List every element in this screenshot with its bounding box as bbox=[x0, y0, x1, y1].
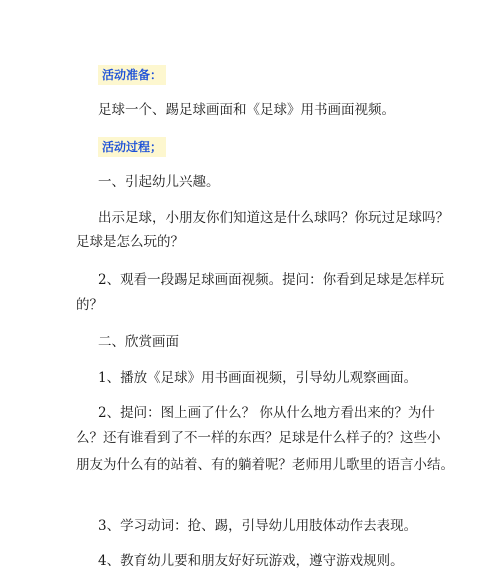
heading-preparation: 活动准备： bbox=[98, 65, 166, 85]
paragraph-s2-item2-line2: 么？还有谁看到了不一样的东西？足球是什么样子的？这些小 bbox=[76, 430, 441, 446]
paragraph-step1: 一、引起幼儿兴趣。 bbox=[98, 174, 220, 190]
section-heading-appreciate: 二、欣赏画面 bbox=[98, 334, 179, 350]
paragraph-step2-line2: 的？ bbox=[76, 297, 103, 313]
paragraph-s2-item2-line1: 2、提问：图上画了什么？ 你从什么地方看出来的？为什 bbox=[98, 405, 435, 421]
paragraph-step1-question-line1: 出示足球，小朋友你们知道这是什么球吗？你玩过足球吗？ bbox=[98, 210, 449, 226]
paragraph-s2-item1: 1、播放《足球》用书画面视频，引导幼儿观察画面。 bbox=[98, 370, 418, 386]
paragraph-s2-item3: 3、学习动词：抢、踢，引导幼儿用肢体动作去表现。 bbox=[98, 518, 418, 534]
paragraph-step1-question-line2: 足球是怎么玩的？ bbox=[76, 234, 184, 250]
heading-process: 活动过程； bbox=[98, 137, 166, 157]
paragraph-materials: 足球一个、踢足球画面和《足球》用书画面视频。 bbox=[98, 102, 395, 118]
paragraph-s2-item2-line3: 朋友为什么有的站着、有的躺着呢？老师用儿歌里的语言小结。 bbox=[76, 457, 454, 473]
paragraph-step2-line1: 2、观看一段踢足球画面视频。提问：你看到足球是怎样玩 bbox=[98, 272, 445, 288]
paragraph-s2-item4: 4、教育幼儿要和朋友好好玩游戏，遵守游戏规则。 bbox=[98, 553, 404, 569]
